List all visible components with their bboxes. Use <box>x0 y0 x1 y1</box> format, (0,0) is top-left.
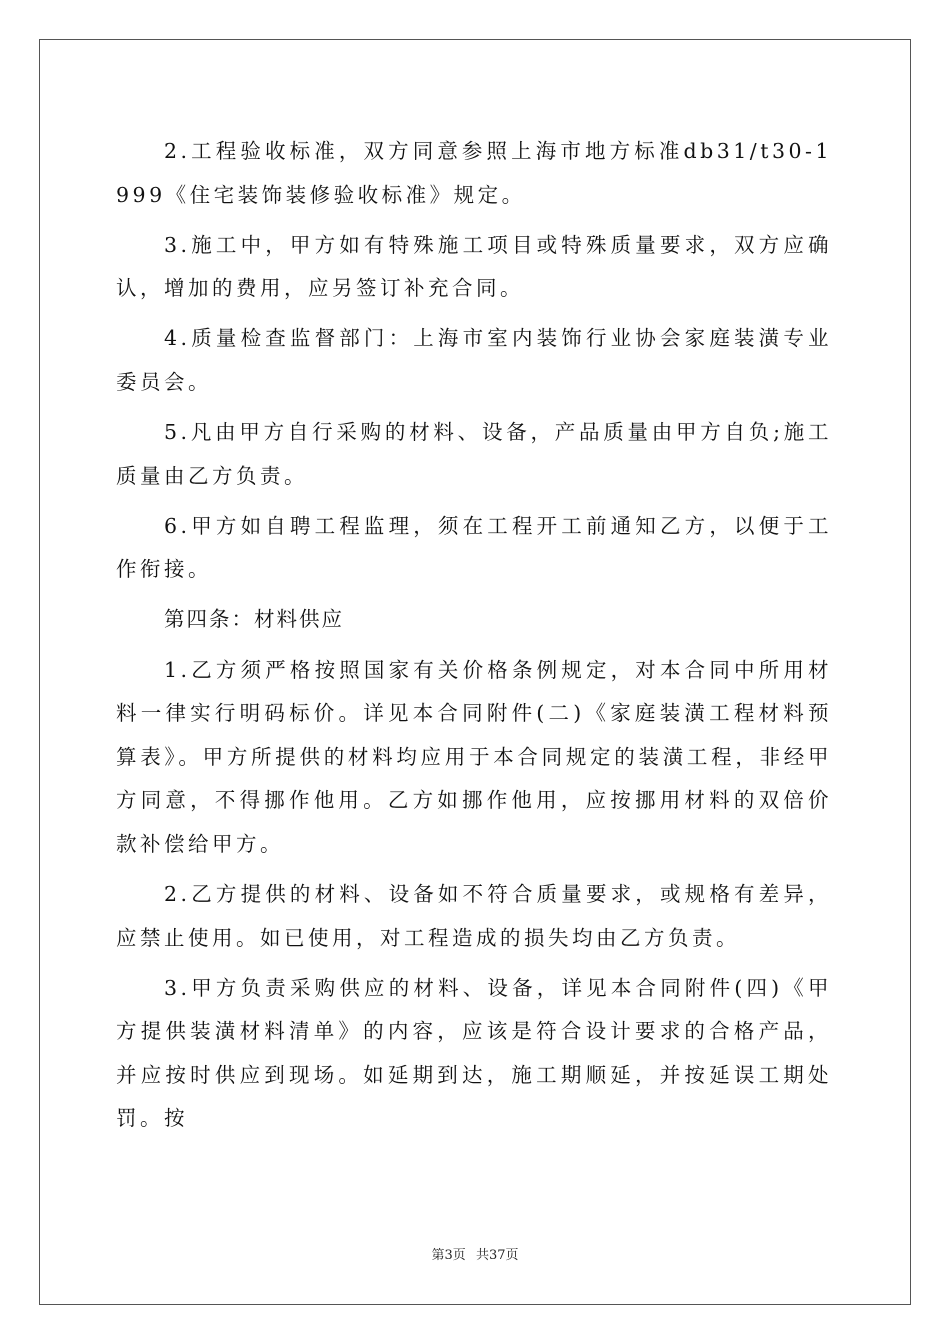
document-body <box>116 130 832 1148</box>
paragraph-material-quality: 2.乙方提供的材料、设备如不符合质量要求，或规格有差异，应禁止使用。如已使用，对工程造成的损失均由乙方负责。 <box>116 882 832 950</box>
paragraph-special-requirements: 3.施工中，甲方如有特殊施工项目或特殊质量要求，双方应确认，增加的费用，应另签订补充合同。 <box>116 232 832 301</box>
paragraph-party-a-materials: 3.甲方负责采购供应的材料、设备，详见本合同附件(四)《甲方提供装潢材料清单》的内容，应该是符合设计要求的合格产品，并应按时供应到现场。如延期到达，施工期顺延，并按延误工期处罚。按 <box>116 975 832 1131</box>
paragraph-material-pricing: 1.乙方须严格按照国家有关价格条例规定，对本合同中所用材料一律实行明码标价。详见本合同附件(二)《家庭装潢工程材料预算表》。甲方所提供的材料均应用于本合同规定的装潢工程，非经甲方同意，不得挪作他用。乙方如挪作他用，应按挪用材料的双倍价款补偿给甲方。 <box>116 657 832 856</box>
paragraph-self-purchased-materials: 5.凡由甲方自行采购的材料、设备，产品质量由甲方自负;施工质量由乙方负责。 <box>116 420 832 488</box>
page-total: 共37页 <box>475 1248 519 1263</box>
section-heading-material-supply: 第四条：材料供应 <box>164 607 344 632</box>
paragraph-project-supervisor: 6.甲方如自聘工程监理，须在工程开工前通知乙方，以便于工作衔接。 <box>116 513 832 582</box>
page-number: 第3页 <box>431 1248 466 1263</box>
page-footer <box>0 1244 950 1263</box>
paragraph-acceptance-standard: 2.工程验收标准，双方同意参照上海市地方标准db31/t30-1999《住宅装饰装修验收标准》规定。 <box>116 139 832 207</box>
paragraph-supervision-department: 4.质量检查监督部门：上海市室内装饰行业协会家庭装潢专业委员会。 <box>116 326 832 394</box>
